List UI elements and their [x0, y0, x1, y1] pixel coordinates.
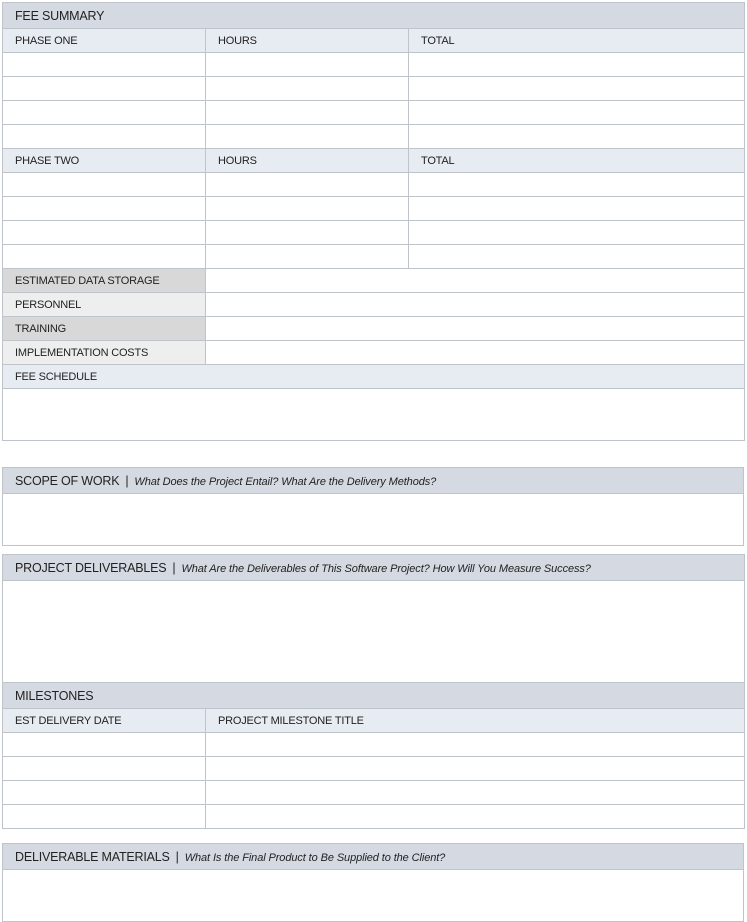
table-row	[3, 221, 745, 245]
deliverable-materials-table	[2, 843, 744, 922]
scope-of-work-separator: |	[125, 473, 129, 488]
phase-two-hours-field[interactable]	[206, 173, 409, 197]
phase-two-total-field[interactable]	[409, 197, 745, 221]
deliverable-materials-separator: |	[175, 849, 179, 864]
milestone-date-field[interactable]	[3, 733, 206, 757]
phase-two-hours-field[interactable]	[206, 197, 409, 221]
project-deliverables-field[interactable]	[3, 581, 745, 683]
deliverable-materials-title: DELIVERABLE MATERIALS	[15, 849, 170, 864]
scope-of-work-header	[3, 468, 744, 494]
deliverable-materials-subtitle: What Is the Final Product to Be Supplied to the Client?	[184, 851, 446, 864]
milestone-date-field[interactable]	[3, 757, 206, 781]
training-label: TRAINING	[3, 317, 206, 341]
phase-one-total-field[interactable]	[409, 53, 745, 77]
deliverable-materials-header	[3, 844, 744, 870]
scope-of-work-field[interactable]	[3, 494, 744, 546]
phase-one-item-field[interactable]	[3, 77, 206, 101]
implementation-costs-label: IMPLEMENTATION COSTS	[3, 341, 206, 365]
phase-one-total-label: TOTAL	[409, 29, 745, 53]
table-row	[3, 805, 745, 829]
phase-one-hours-field[interactable]	[206, 53, 409, 77]
phase-two-item-field[interactable]	[3, 173, 206, 197]
table-row	[3, 125, 745, 149]
phase-one-hours-label: HOURS	[206, 29, 409, 53]
project-milestone-title-label: PROJECT MILESTONE TITLE	[206, 709, 745, 733]
phase-one-item-field[interactable]	[3, 125, 206, 149]
phase-two-item-field[interactable]	[3, 197, 206, 221]
scope-of-work-table	[2, 467, 744, 546]
phase-one-total-field[interactable]	[409, 101, 745, 125]
fee-summary-table	[2, 2, 745, 441]
phase-one-hours-field[interactable]	[206, 125, 409, 149]
phase-two-hours-field[interactable]	[206, 245, 409, 269]
table-row	[3, 781, 745, 805]
table-row	[3, 245, 745, 269]
table-row	[3, 757, 745, 781]
implementation-costs-field[interactable]	[206, 341, 745, 365]
deliverable-materials-field[interactable]	[3, 870, 744, 922]
milestone-title-field[interactable]	[206, 757, 745, 781]
milestone-date-field[interactable]	[3, 805, 206, 829]
fee-summary-title: FEE SUMMARY	[3, 3, 745, 29]
phase-one-total-field[interactable]	[409, 77, 745, 101]
table-row	[3, 733, 745, 757]
milestone-title-field[interactable]	[206, 733, 745, 757]
est-delivery-date-label: EST DELIVERY DATE	[3, 709, 206, 733]
table-row	[3, 53, 745, 77]
phase-one-total-field[interactable]	[409, 125, 745, 149]
project-deliverables-table	[2, 554, 745, 829]
personnel-label: PERSONNEL	[3, 293, 206, 317]
estimated-data-storage-label: ESTIMATED DATA STORAGE	[3, 269, 206, 293]
project-deliverables-title: PROJECT DELIVERABLES	[15, 560, 167, 575]
phase-two-item-field[interactable]	[3, 245, 206, 269]
table-row	[3, 197, 745, 221]
training-field[interactable]	[206, 317, 745, 341]
estimated-data-storage-field[interactable]	[206, 269, 745, 293]
phase-two-total-label: TOTAL	[409, 149, 745, 173]
phase-two-total-field[interactable]	[409, 245, 745, 269]
phase-one-hours-field[interactable]	[206, 77, 409, 101]
table-row	[3, 173, 745, 197]
table-row	[3, 101, 745, 125]
personnel-field[interactable]	[206, 293, 745, 317]
phase-two-hours-label: HOURS	[206, 149, 409, 173]
milestone-title-field[interactable]	[206, 781, 745, 805]
scope-of-work-title: SCOPE OF WORK	[15, 473, 120, 488]
phase-one-label: PHASE ONE	[3, 29, 206, 53]
phase-two-item-field[interactable]	[3, 221, 206, 245]
milestone-date-field[interactable]	[3, 781, 206, 805]
fee-schedule-label: FEE SCHEDULE	[3, 365, 745, 389]
phase-two-label: PHASE TWO	[3, 149, 206, 173]
phase-two-total-field[interactable]	[409, 173, 745, 197]
phase-one-item-field[interactable]	[3, 53, 206, 77]
phase-one-item-field[interactable]	[3, 101, 206, 125]
milestones-title: MILESTONES	[3, 683, 745, 709]
phase-two-total-field[interactable]	[409, 221, 745, 245]
scope-of-work-subtitle: What Does the Project Entail? What Are the Delivery Methods?	[134, 475, 437, 488]
table-row	[3, 77, 745, 101]
fee-schedule-field[interactable]	[3, 389, 745, 441]
project-deliverables-header	[3, 555, 745, 581]
milestone-title-field[interactable]	[206, 805, 745, 829]
project-deliverables-separator: |	[172, 560, 176, 575]
phase-one-hours-field[interactable]	[206, 101, 409, 125]
phase-two-hours-field[interactable]	[206, 221, 409, 245]
project-deliverables-subtitle: What Are the Deliverables of This Software Project? How Will You Measure Success?	[181, 562, 591, 575]
